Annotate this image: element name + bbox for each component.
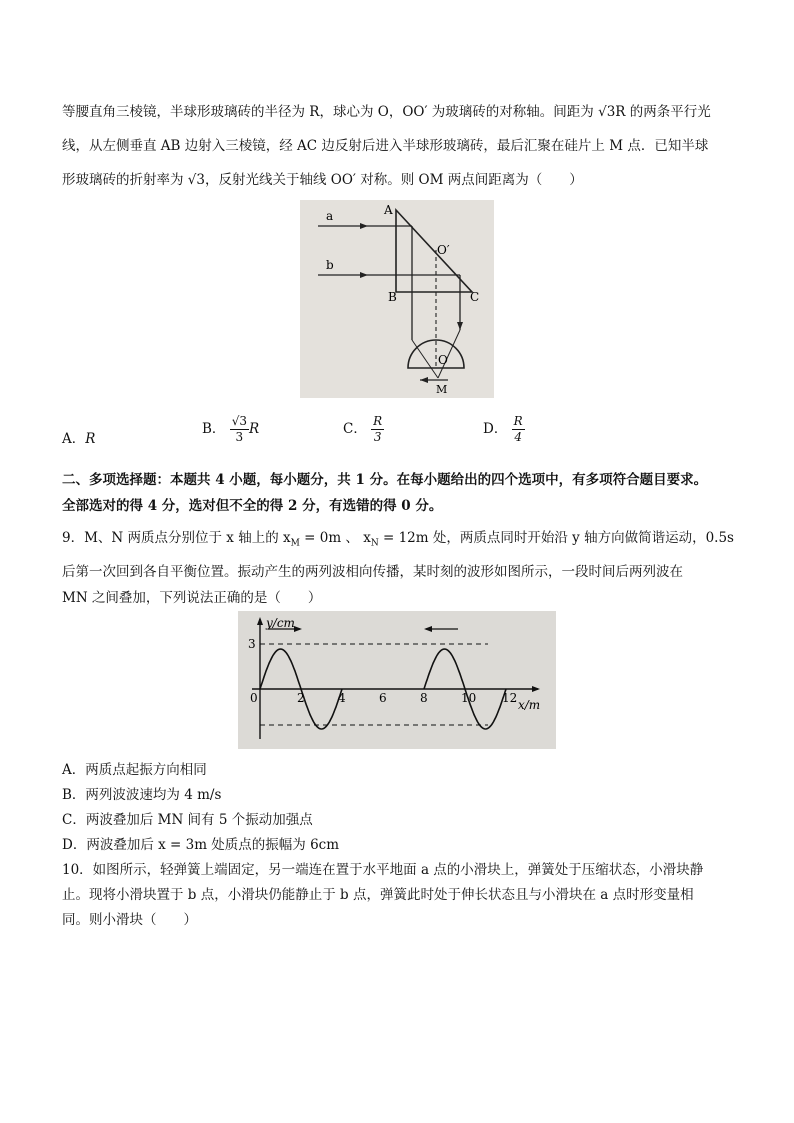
x-tick-10: 10 (461, 691, 477, 705)
label-B: B (388, 290, 397, 304)
prism-hemisphere-figure (300, 200, 494, 398)
q9-line-2: 后第一次回到各自平衡位置。振动产生的两列波相向传播，某时刻的波形如图所示，一段时间后两列波在 (62, 564, 683, 580)
q9-option-A[interactable]: A．两质点起振方向相同 (62, 762, 207, 778)
x-axis-label: x/m (518, 698, 541, 712)
label-A: A (384, 203, 393, 217)
q8-option-C[interactable]: C． $\frac{R}{3}$ (343, 414, 383, 444)
q9-line-1: 9．M、N 两质点分别位于 x 轴上的 $x_M = 0m$ 、 $x_N = 12m$ 处，两质点同时开始沿 y 轴方向做简谐运动，0.5s (62, 530, 734, 549)
q8-option-A[interactable]: A．R (62, 431, 96, 447)
x-tick-8: 8 (420, 691, 428, 705)
x-tick-2: 2 (297, 691, 305, 705)
q9-option-B[interactable]: B．两列波波速均为 4 m/s (62, 787, 222, 803)
y-tick-3: 3 (248, 637, 256, 651)
label-b: b (326, 258, 334, 272)
origin-label: 0 (250, 691, 258, 705)
label-O: O (438, 353, 448, 367)
q8-option-D[interactable]: D． $\frac{R}{4}$ (483, 414, 523, 444)
y-axis-label: y/cm (266, 616, 295, 630)
x-tick-4: 4 (338, 691, 346, 705)
section2-line-1: 二、多项选择题：本题共 4 小题，每小题分，共 1 分。在每小题给出的四个选项中，有多项符合题目要求。 (62, 472, 708, 488)
q8-line-2: 线，从左侧垂直 AB 边射入三棱镜，经 AC 边反射后进入半球形玻璃砖，最后汇聚在硅片上 M 点．已知半球 (62, 138, 709, 154)
q8-option-B[interactable]: B． $\frac{√3}{3}$ R (202, 414, 260, 444)
q10-line-1: 10．如图所示，轻弹簧上端固定，另一端连在置于水平地面 a 点的小滑块上，弹簧处于压缩状态，小滑块静 (62, 862, 704, 878)
q8-line-3: 形玻璃砖的折射率为 √3，反射光线关于轴线 OO′ 对称。则 OM 两点间距离为（ ） (62, 172, 583, 188)
section2-line-2: 全部选对的得 4 分，选对但不全的得 2 分，有选错的得 0 分。 (62, 498, 443, 514)
q9-line-3: MN 之间叠加，下列说法正确的是（ ） (62, 590, 322, 606)
fraction: $\frac{√3}{3}$ (231, 414, 247, 444)
wave-graph (238, 611, 556, 749)
label-a: a (326, 209, 334, 223)
q9-option-C[interactable]: C．两波叠加后 MN 间有 5 个振动加强点 (62, 812, 313, 828)
q8-line-1: 等腰直角三棱镜，半球形玻璃砖的半径为 R，球心为 O，OO′ 为玻璃砖的对称轴。间距为 √3R 的两条平行光 (62, 104, 711, 120)
x-tick-12: 12 (502, 691, 518, 705)
label-M: M (436, 383, 448, 396)
fraction: $\frac{R}{3}$ (373, 414, 383, 444)
q9-option-D[interactable]: D．两波叠加后 x = 3m 处质点的振幅为 6cm (62, 837, 340, 853)
x-tick-6: 6 (379, 691, 387, 705)
label-C: C (470, 290, 480, 304)
label-O-prime: O′ (437, 243, 450, 257)
q10-line-3: 同。则小滑块（ ） (62, 912, 197, 928)
q10-line-2: 止。现将小滑块置于 b 点，小滑块仍能静止于 b 点，弹簧此时处于伸长状态且与小滑块在 a 点时形变量相 (62, 887, 694, 903)
fraction: $\frac{R}{4}$ (513, 414, 523, 444)
